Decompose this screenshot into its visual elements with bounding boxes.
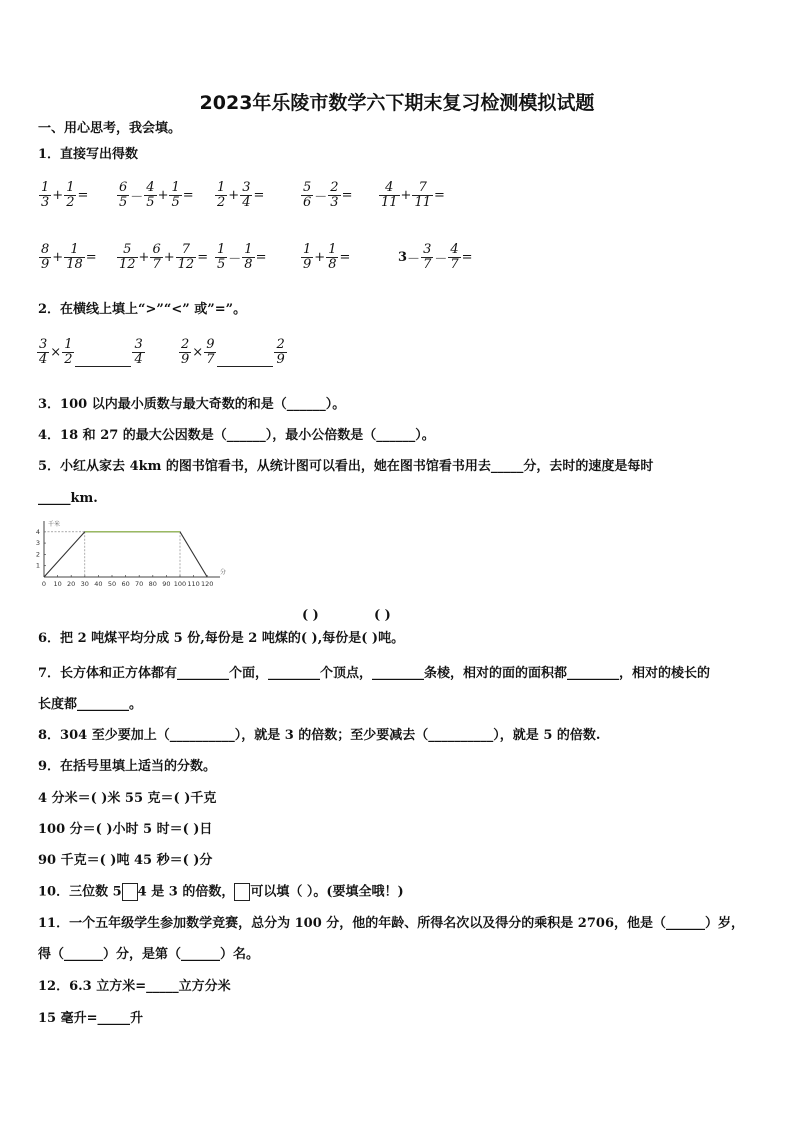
numerator: 1 (70, 242, 79, 257)
q1-label: 1．直接写出得数 (38, 147, 139, 162)
denominator: 9 (303, 257, 312, 272)
series-line (44, 532, 207, 577)
fraction (176, 243, 197, 272)
q6-text-a: 6．把 2 吨煤平均分成 5 份,每份是 2 吨煤的 (38, 631, 301, 646)
fraction (301, 181, 313, 210)
operator: + (52, 188, 64, 203)
numerator: 5 (303, 180, 312, 195)
equals-sign: = (253, 188, 265, 203)
equals-sign: = (255, 250, 267, 265)
q5-line2: _____km. (38, 491, 98, 506)
q11-line2: 得（______）分，是第（______）名。 (38, 947, 260, 962)
denominator: 5 (171, 195, 180, 210)
operator: + (314, 250, 326, 265)
numerator: 5 (123, 242, 132, 257)
numerator: 1 (171, 180, 180, 195)
fraction (144, 181, 156, 210)
operator: + (163, 250, 175, 265)
operator: × (192, 345, 204, 360)
denominator: 9 (276, 352, 285, 367)
numerator: 9 (206, 337, 215, 352)
q2-label: 2．在横线上填上“>”“<” 或”=”。 (38, 302, 247, 317)
q12-line1: 12．6.3 立方米=_____立方分米 (38, 979, 231, 994)
whole-number: 3 (398, 250, 408, 265)
denominator: 2 (217, 195, 226, 210)
q7-line2: 长度都________。 (38, 697, 143, 712)
numerator: 3 (39, 337, 48, 352)
numerator: 7 (181, 242, 191, 257)
denominator: 7 (152, 257, 161, 272)
fraction (64, 181, 76, 210)
numerator: 6 (119, 180, 128, 195)
x-tick-label: 120 (200, 580, 214, 588)
x-tick-label: 70 (135, 580, 144, 588)
denominator: 6 (303, 195, 312, 210)
q7-line1: 7．长方体和正方体都有________个面，________个顶点，________条棱，相对的面的面积都________，相对的棱长的 (38, 666, 711, 681)
denominator: 12 (177, 257, 195, 272)
numerator: 3 (134, 337, 143, 352)
q6-text-c: 吨。 (378, 631, 405, 646)
denominator: 12 (119, 257, 136, 272)
x-tick-label: 80 (148, 580, 157, 588)
q10-text-a: 10．三位数 5 (38, 884, 122, 900)
q1-expression (116, 243, 208, 272)
q1-expression (214, 243, 266, 272)
q1-expression (398, 243, 473, 272)
y-tick-label: 2 (35, 550, 40, 559)
numerator: 1 (303, 242, 312, 257)
numerator: 1 (328, 242, 337, 257)
numerator: 6 (152, 242, 161, 257)
operator: + (138, 250, 150, 265)
numerator: 1 (64, 337, 73, 352)
fraction (117, 243, 138, 272)
fraction (39, 243, 51, 272)
operator: × (50, 345, 62, 360)
denominator: 7 (450, 257, 459, 272)
numerator: 3 (423, 242, 432, 257)
denominator: 5 (146, 195, 155, 210)
numerator: 1 (41, 180, 50, 195)
q10-text (38, 883, 404, 901)
q1-expression (378, 181, 445, 210)
y-tick-label: 1 (35, 561, 40, 570)
equals-sign: = (85, 250, 97, 265)
operator: － (228, 252, 242, 267)
x-tick-label: 110 (187, 580, 200, 588)
denominator: 18 (66, 257, 83, 272)
fraction (150, 243, 162, 272)
fraction (204, 338, 216, 367)
q1-expression (214, 181, 264, 210)
q1-expression (116, 181, 194, 210)
q6-paren-3: ( ) (300, 631, 318, 646)
denominator: 3 (41, 195, 50, 210)
digit-box[interactable] (234, 883, 250, 901)
x-tick-label: 30 (80, 580, 89, 588)
denominator: 3 (330, 195, 339, 210)
q6-text (38, 631, 404, 647)
q9-line-2: 100 分＝( )小时 5 时＝( )日 (38, 822, 213, 837)
q3-text: 3．100 以内最小质数与最大奇数的和是（______）。 (38, 397, 346, 412)
equals-sign: = (197, 250, 209, 265)
answer-blank (217, 352, 273, 367)
denominator: 8 (244, 257, 253, 272)
q6-paren-4: ( ) (361, 631, 379, 646)
fraction (240, 181, 252, 210)
denominator: 11 (381, 195, 398, 210)
denominator: 7 (423, 257, 432, 272)
numerator: 2 (181, 337, 190, 352)
q9-label: 9．在括号里填上适当的分数。 (38, 759, 217, 774)
q1-expression (300, 181, 352, 210)
x-tick-label: 0 (41, 580, 47, 588)
q1-expression (38, 243, 97, 272)
q12-line2: 15 毫升=_____升 (38, 1011, 144, 1026)
operator: － (434, 252, 448, 267)
fraction (328, 181, 340, 210)
fraction (242, 243, 254, 272)
fraction (379, 181, 400, 210)
q2-comparison (178, 338, 288, 367)
denominator: 11 (414, 195, 431, 210)
numerator: 1 (217, 180, 226, 195)
y-tick-label: 4 (35, 527, 40, 536)
equals-sign: = (434, 188, 445, 203)
fraction (64, 243, 85, 272)
equals-sign: = (461, 250, 473, 265)
numerator: 2 (276, 337, 285, 352)
x-tick-label: 90 (162, 580, 171, 588)
page-title: 2023年乐陵市数学六下期末复习检测模拟试题 (199, 92, 595, 114)
fraction (37, 338, 49, 367)
fraction (215, 181, 227, 210)
numerator: 7 (418, 180, 427, 195)
section-heading: 一、用心思考，我会填。 (38, 121, 182, 136)
numerator: 2 (330, 180, 339, 195)
q1-expression (38, 181, 88, 210)
operator: + (228, 188, 240, 203)
q9-line-3: 90 千克＝( )吨 45 秒＝( )分 (38, 853, 213, 868)
y-tick-label: 3 (35, 539, 40, 548)
q4-text: 4．18 和 27 的最大公因数是（______），最小公倍数是（______）。 (38, 428, 435, 443)
x-tick-label: 60 (121, 580, 130, 588)
numerator: 3 (242, 180, 251, 195)
numerator: 8 (41, 242, 50, 257)
fraction (179, 338, 191, 367)
operator: － (314, 190, 328, 205)
fraction (62, 338, 74, 367)
fraction (132, 338, 144, 367)
x-tick-label: 40 (94, 580, 103, 588)
x-tick-label: 10 (53, 580, 62, 588)
operator: + (400, 188, 412, 203)
numerator: 1 (66, 180, 75, 195)
denominator: 4 (134, 352, 143, 367)
q10-text-b: 4 是 3 的倍数， (137, 884, 235, 900)
fraction (448, 243, 460, 272)
distance-time-chart (30, 519, 227, 591)
denominator: 5 (217, 257, 226, 272)
q10-text-c: 可以填（ ）。(要填全哦！) (250, 884, 404, 900)
operator: + (157, 188, 169, 203)
denominator: 4 (242, 195, 251, 210)
digit-box[interactable] (122, 883, 138, 901)
q5-line1: 5．小红从家去 4km 的图书馆看书，从统计图可以看出，她在图书馆看书用去_____分，去时的速度是每时 (38, 459, 654, 474)
x-axis-label: 分 (220, 569, 227, 576)
q6-paren-2: ( ) (374, 608, 391, 623)
denominator: 2 (64, 352, 73, 367)
numerator: 1 (244, 242, 253, 257)
answer-blank (75, 352, 131, 367)
numerator: 4 (385, 180, 394, 195)
fraction (326, 243, 338, 272)
fraction (301, 243, 313, 272)
denominator: 2 (66, 195, 75, 210)
operator: + (52, 250, 64, 265)
q1-expression (300, 243, 350, 272)
q2-comparison (36, 338, 146, 367)
y-axis-label: 千米 (48, 521, 61, 528)
fraction (421, 243, 433, 272)
equals-sign: = (77, 188, 89, 203)
denominator: 8 (328, 257, 337, 272)
x-tick-label: 50 (107, 580, 117, 588)
q11-line1: 11．一个五年级学生参加数学竞赛，总分为 100 分，他的年龄、所得名次以及得分的乘积是 2706，他是（______）岁， (38, 916, 744, 931)
q9-line-1: 4 分米＝( )米 55 克＝( )千克 (38, 791, 217, 806)
operator: － (407, 252, 421, 267)
equals-sign: = (182, 188, 194, 203)
q6-text-b: ,每份是 (317, 631, 362, 646)
fraction (117, 181, 129, 210)
fraction (39, 181, 51, 210)
denominator: 7 (206, 352, 215, 367)
fraction (274, 338, 286, 367)
denominator: 9 (181, 352, 190, 367)
equals-sign: = (341, 188, 353, 203)
fraction (169, 181, 181, 210)
equals-sign: = (339, 250, 351, 265)
operator: － (130, 190, 144, 205)
q8-text: 8．304 至少要加上（__________），就是 3 的倍数；至少要减去（__________），就是 5 的倍数. (38, 728, 601, 743)
numerator: 4 (450, 242, 459, 257)
numerator: 1 (217, 242, 226, 257)
numerator: 4 (146, 180, 155, 195)
denominator: 4 (39, 352, 48, 367)
denominator: 9 (41, 257, 50, 272)
fraction (412, 181, 433, 210)
x-tick-label: 100 (173, 580, 187, 588)
denominator: 5 (119, 195, 128, 210)
fraction (215, 243, 227, 272)
x-tick-label: 20 (67, 580, 76, 588)
q6-paren-1: ( ) (302, 608, 319, 623)
